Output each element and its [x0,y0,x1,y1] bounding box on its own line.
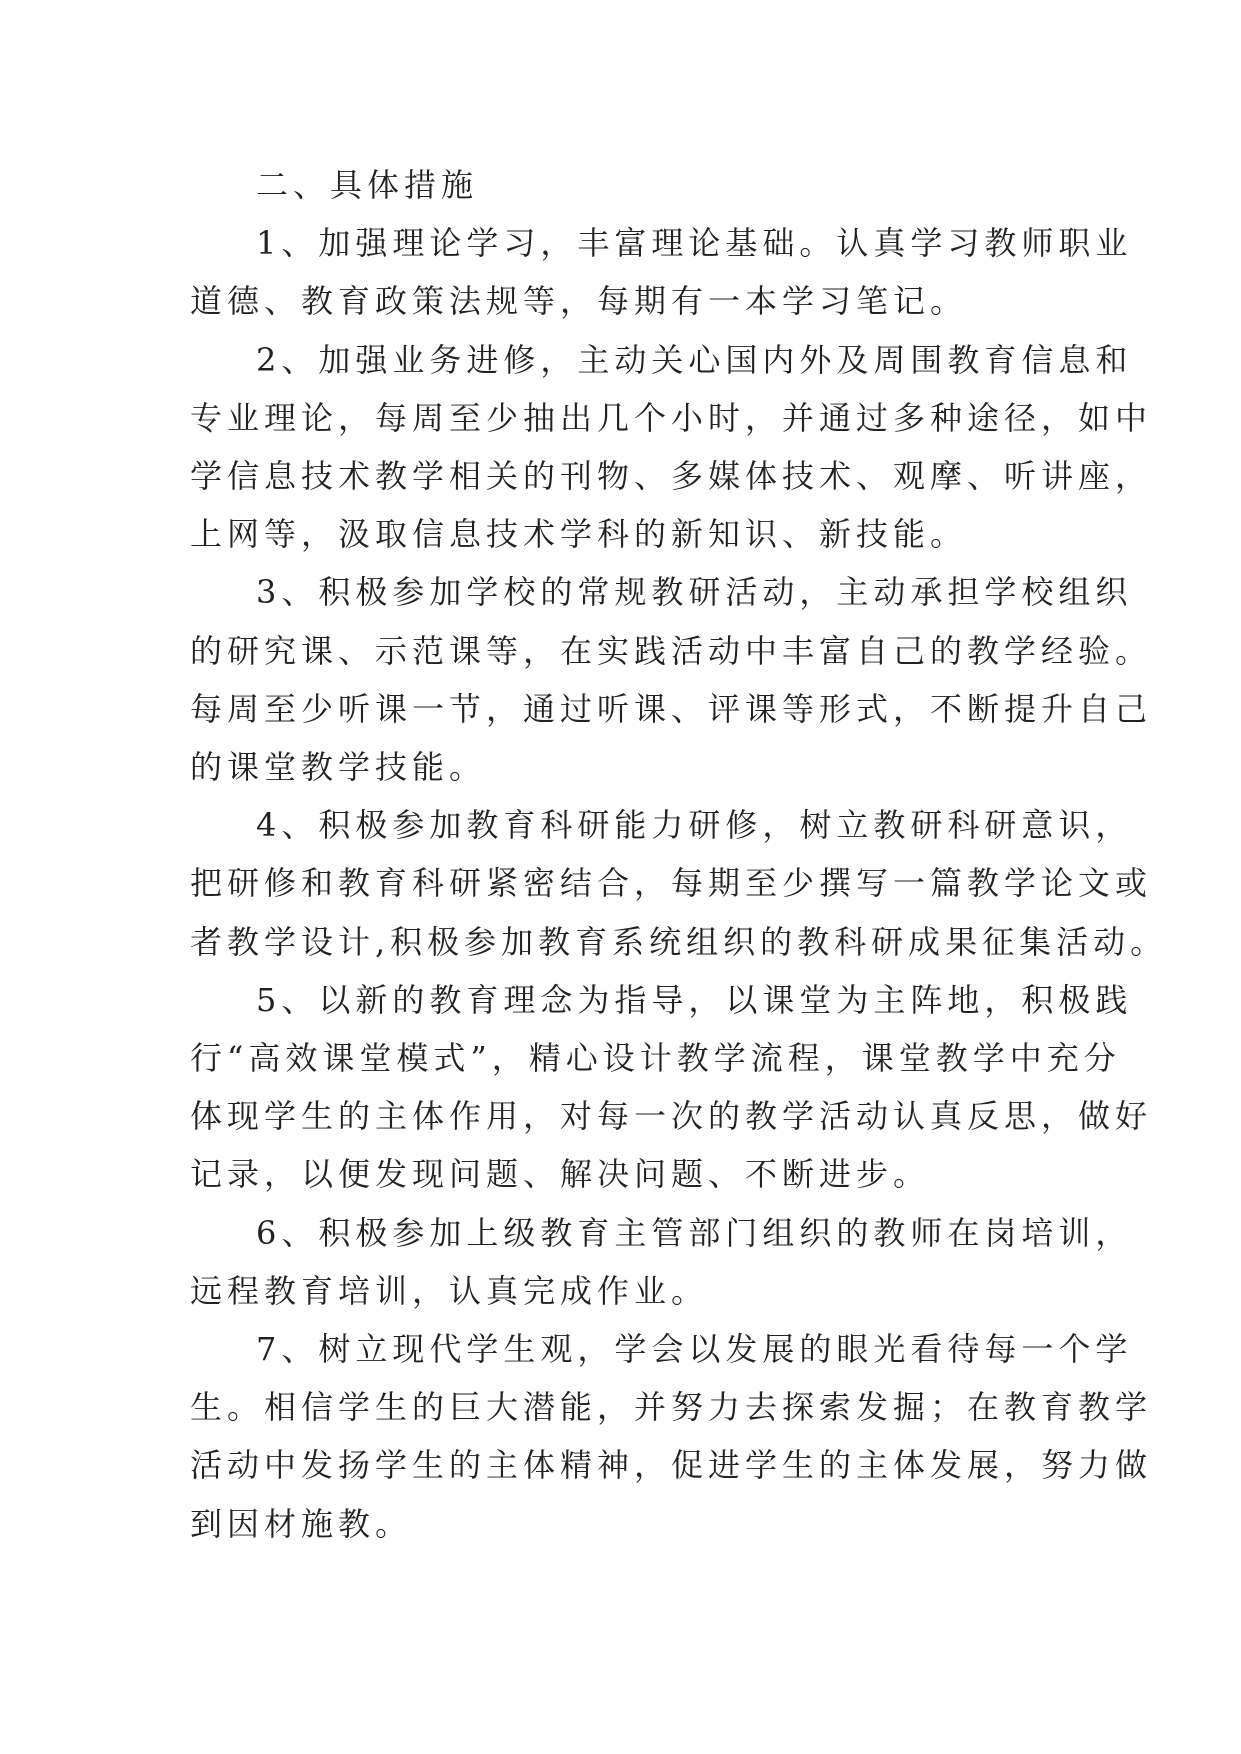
measure-item-7 [190,1320,1153,1553]
text-line: 远程教育培训，认真完成作业。 [190,1271,709,1310]
measure-item-3 [190,563,1153,796]
measure-item-6 [190,1204,1133,1320]
text-line: 2、加强业务进修，主动关心国内外及周围教育信息和 [256,340,1133,379]
document-body [190,156,1168,1553]
text-line: 专业理论，每周至少抽出几个小时，并通过多种途径，如中 [190,398,1153,437]
text-line: 生。相信学生的巨大潜能，并努力去探索发掘；在教育教学 [190,1388,1153,1427]
text-line: 的研究课、示范课等，在实践活动中丰富自己的教学经验。 [190,631,1153,670]
text-line: 行“高效课堂模式”，精心设计教学流程，课堂教学中充分 [190,1039,1121,1078]
text-line: 体现学生的主体作用，对每一次的教学活动认真反思，做好 [190,1097,1153,1136]
measure-item-5 [190,971,1153,1204]
text-line: 上网等，汲取信息技术学科的新知识、新技能。 [190,515,968,554]
measure-item-1 [190,214,1133,330]
measure-item-2 [190,331,1153,564]
text-line: 6、积极参加上级教育主管部门组织的教师在岗培训， [256,1213,1133,1252]
text-line: 7、树立现代学生观，学会以发展的眼光看待每一个学 [256,1330,1133,1369]
text-line: 记录，以便发现问题、解决问题、不断进步。 [190,1155,931,1194]
text-line: 活动中发扬学生的主体精神，促进学生的主体发展，努力做 [190,1446,1153,1485]
text-line: 到因材施教。 [190,1504,413,1543]
text-line: 把研修和教育科研紧密结合，每期至少撰写一篇教学论文或 [190,864,1153,903]
text-line: 4、积极参加教育科研能力研修，树立教研科研意识， [256,806,1133,845]
text-line: 者教学设计,积极参加教育系统组织的教科研成果征集活动。 [190,922,1168,961]
text-line: 1、加强理论学习，丰富理论基础。认真学习教师职业 [256,224,1133,263]
measure-item-4 [190,796,1168,971]
text-line: 道德、教育政策法规等，每期有一本学习笔记。 [190,282,968,321]
text-line: 5、以新的教育理念为指导，以课堂为主阵地，积极践 [256,980,1133,1019]
text-line: 每周至少听课一节，通过听课、评课等形式，不断提升自己 [190,689,1153,728]
text-line: 的课堂教学技能。 [190,748,487,787]
section-heading: 二、具体措施 [256,166,479,204]
text-line: 3、积极参加学校的常规教研活动，主动承担学校组织 [256,573,1133,612]
text-line: 学信息技术教学相关的刊物、多媒体技术、观摩、听讲座， [190,457,1153,496]
